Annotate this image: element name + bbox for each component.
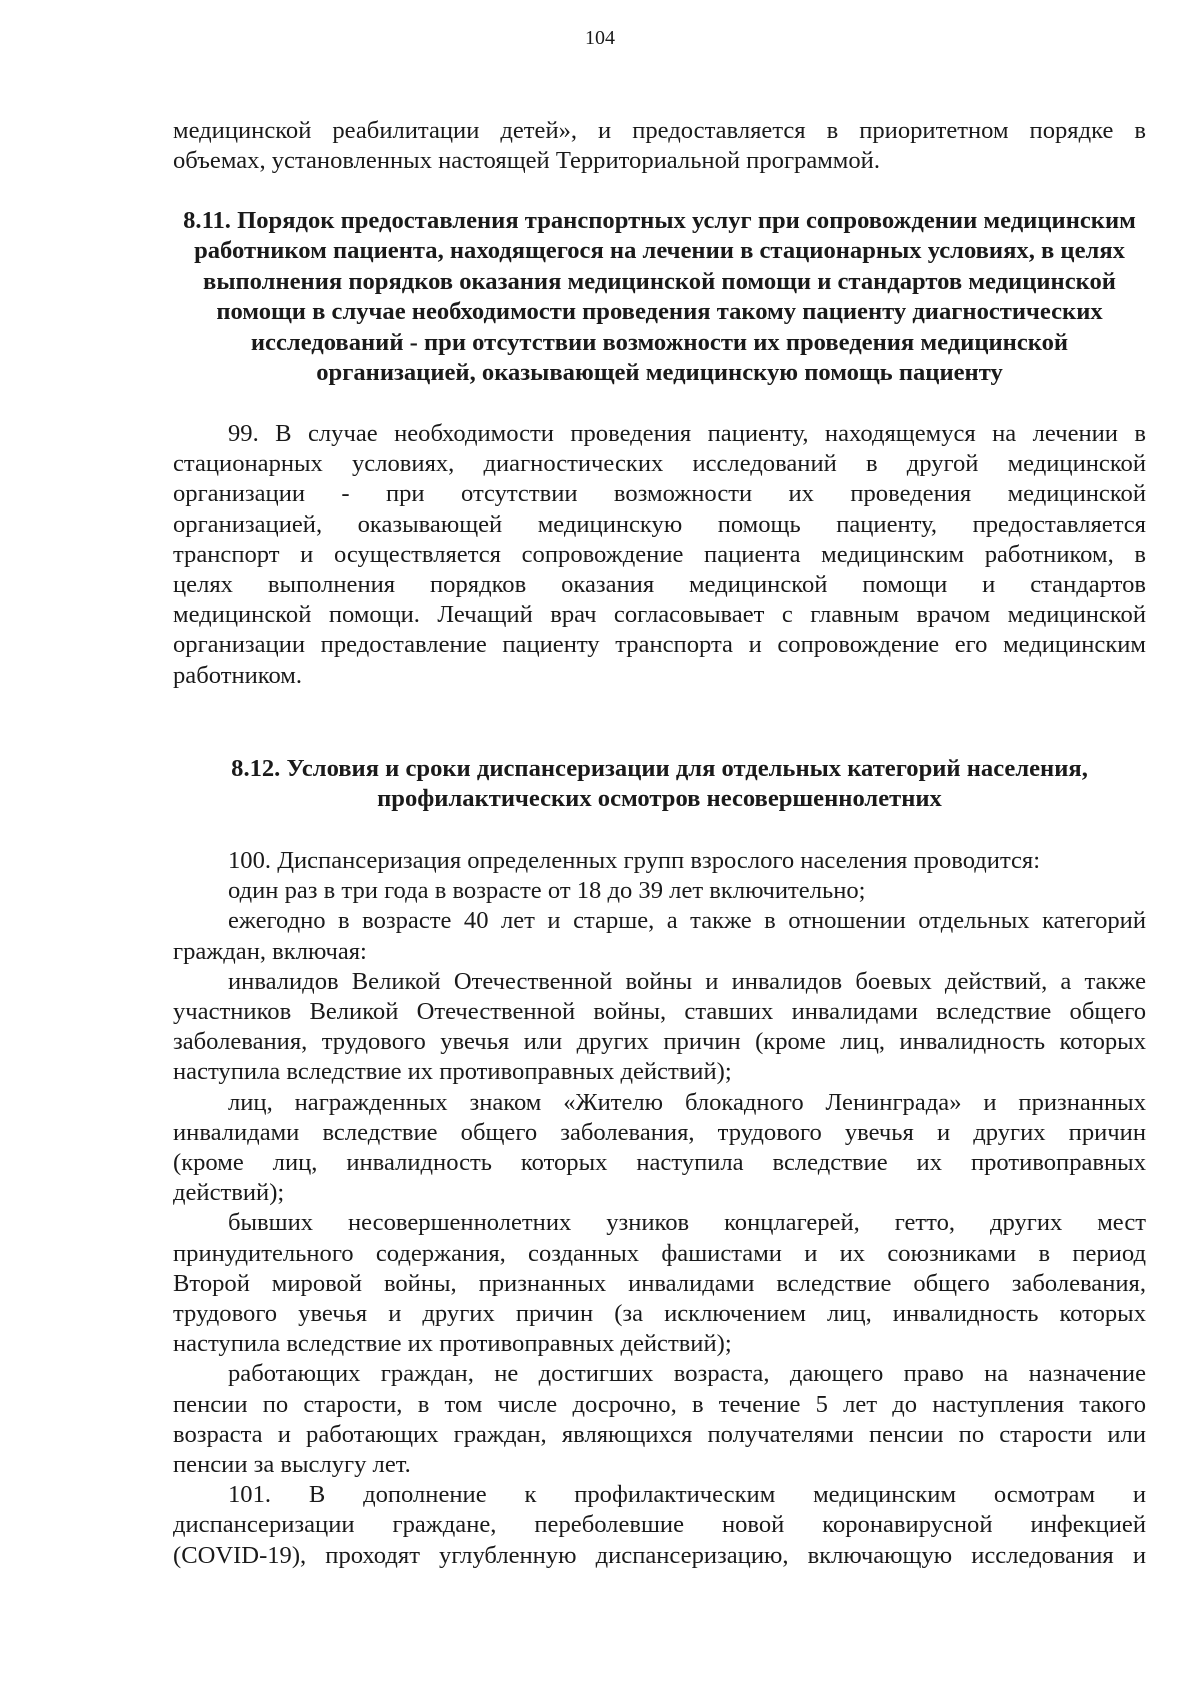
text-line: наступила вследствие их противоправных действий); bbox=[173, 1058, 732, 1086]
text-line: транспорт и осуществляется сопровождение пациента медицинским работником, в bbox=[173, 540, 1146, 568]
text-line: 101. В дополнение к профилактическим медицинским осмотрам и bbox=[228, 1481, 1146, 1509]
text-line: инвалидами вследствие общего заболевания, трудового увечья и других причин bbox=[173, 1118, 1146, 1146]
text-line: медицинской помощи. Лечащий врач согласовывает с главным врачом медицинской bbox=[173, 601, 1146, 629]
text-line: (кроме лиц, инвалидность которых наступила вследствие их противоправных bbox=[173, 1149, 1146, 1177]
text-line: принудительного содержания, созданных фашистами и их союзниками в период bbox=[173, 1239, 1146, 1267]
page-number: 104 bbox=[585, 27, 615, 49]
text-line: 100. Диспансеризация определенных групп взрослого населения проводится: bbox=[228, 847, 1041, 874]
text-line: граждан, включая: bbox=[173, 937, 367, 965]
text-line: заболевания, трудового увечья или других причин (кроме лиц, инвалидность которых bbox=[173, 1028, 1146, 1056]
text-line: Второй мировой войны, признанных инвалидами вследствие общего заболевания, bbox=[173, 1269, 1146, 1297]
section-heading-8-11 bbox=[173, 206, 1146, 388]
text-line: ежегодно в возрасте 40 лет и старше, а также в отношении отдельных категорий bbox=[228, 907, 1146, 935]
text-line: работающих граждан, не достигших возраста, дающего право на назначение bbox=[228, 1360, 1146, 1388]
heading-line: профилактических осмотров несовершеннолетних bbox=[377, 785, 942, 813]
text-line: один раз в три года в возрасте от 18 до 39 лет включительно; bbox=[228, 877, 866, 905]
heading-line: 8.11. Порядок предоставления транспортных услуг при сопровождении медицинским bbox=[183, 207, 1136, 234]
text-line: возраста и работающих граждан, являющихся получателями пенсии по старости или bbox=[173, 1420, 1146, 1448]
heading-line: помощи в случае необходимости проведения такому пациенту диагностических bbox=[216, 298, 1103, 326]
paragraph-99 bbox=[173, 419, 1146, 691]
text-line: (COVID-19), проходят углубленную диспансеризацию, включающую исследования и bbox=[173, 1541, 1146, 1569]
heading-line: исследований - при отсутствии возможности их проведения медицинской bbox=[250, 328, 1069, 356]
text-line: работником. bbox=[173, 661, 303, 689]
text-line: целях выполнения порядков оказания медицинской помощи и стандартов bbox=[173, 571, 1146, 599]
intro-paragraph bbox=[173, 116, 1146, 176]
text-line: трудового увечья и других причин (за исключением лиц, инвалидность которых bbox=[173, 1300, 1146, 1328]
heading-line: работником пациента, находящегося на лечении в стационарных условиях, в целях bbox=[194, 237, 1125, 265]
text-line: диспансеризации граждане, переболевшие новой коронавирусной инфекцией bbox=[173, 1511, 1146, 1539]
text-line: 99. В случае необходимости проведения пациенту, находящемуся на лечении в bbox=[228, 420, 1146, 447]
text-line: действий); bbox=[173, 1179, 285, 1207]
text-line: наступила вследствие их противоправных действий); bbox=[173, 1330, 732, 1358]
text-line: стационарных условиях, диагностических исследований в другой медицинской bbox=[173, 450, 1146, 478]
text-line: организации предоставление пациенту транспорта и сопровождение его медицинским bbox=[173, 631, 1146, 659]
text-line: пенсии по старости, в том числе досрочно, в течение 5 лет до наступления такого bbox=[173, 1390, 1146, 1418]
section-8-12-body bbox=[173, 846, 1146, 1571]
text-line: организации - при отсутствии возможности их проведения медицинской bbox=[173, 480, 1146, 508]
text-line: бывших несовершеннолетних узников концлагерей, гетто, других мест bbox=[228, 1209, 1146, 1237]
text-line: инвалидов Великой Отечественной войны и инвалидов боевых действий, а также bbox=[228, 967, 1146, 995]
text-line: пенсии за выслугу лет. bbox=[173, 1451, 411, 1479]
text-line: лиц, награжденных знаком «Жителю блокадного Ленинграда» и признанных bbox=[228, 1088, 1146, 1116]
text-line: объемах, установленных настоящей Территориальной программой. bbox=[173, 147, 880, 175]
text-line: медицинской реабилитации детей», и предоставляется в приоритетном порядке в bbox=[173, 117, 1146, 144]
text-line: участников Великой Отечественной войны, ставших инвалидами вследствие общего bbox=[173, 998, 1146, 1026]
text-line: организацией, оказывающей медицинскую помощь пациенту, предоставляется bbox=[173, 510, 1146, 538]
heading-line: 8.12. Условия и сроки диспансеризации для отдельных категорий населения, bbox=[231, 755, 1088, 782]
section-heading-8-12 bbox=[173, 754, 1146, 815]
heading-line: выполнения порядков оказания медицинской помощи и стандартов медицинской bbox=[203, 267, 1116, 295]
heading-line: организацией, оказывающей медицинскую помощь пациенту bbox=[316, 359, 1003, 387]
